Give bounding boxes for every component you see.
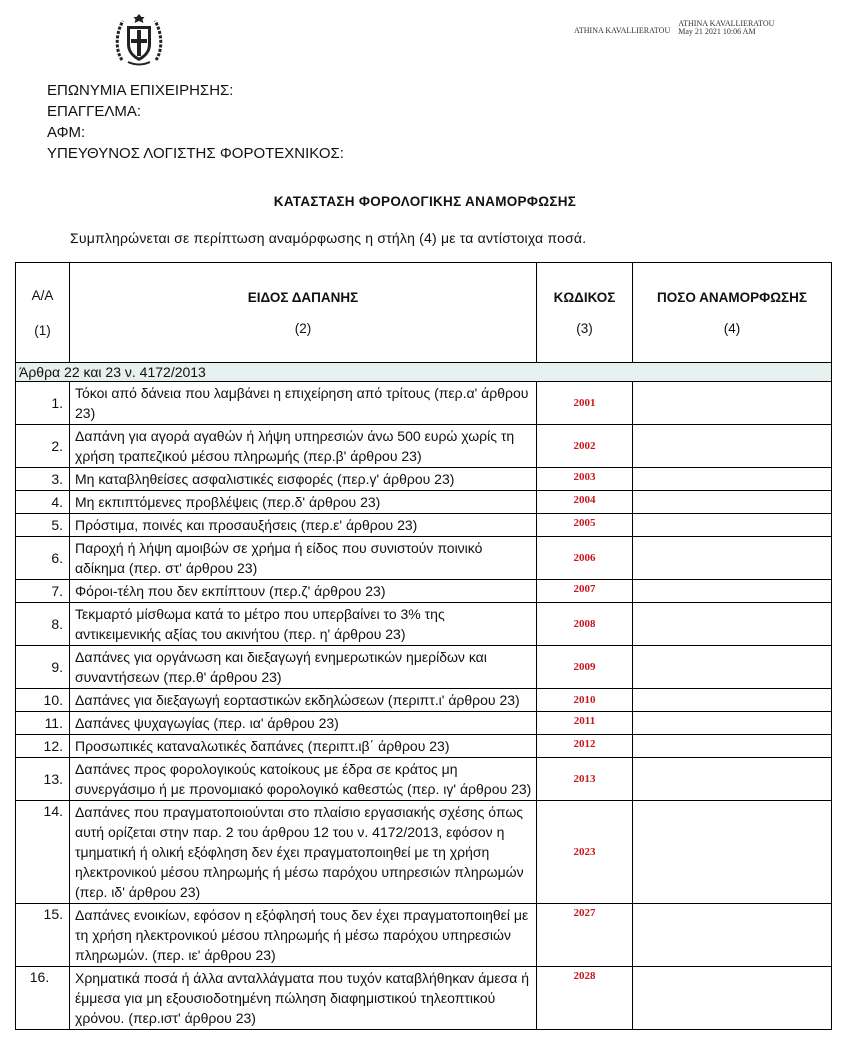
row-code: 2007 (537, 580, 633, 603)
row-amount-field[interactable] (633, 735, 832, 758)
row-description: Δαπάνες για διεξαγωγή εορταστικών εκδηλώσεων (περιπτ.ι' άρθρου 23) (70, 689, 537, 712)
header-amount (633, 263, 832, 363)
header-expense-type-label: ΕΙΔΟΣ ΔΑΠΑΝΗΣ (247, 289, 359, 305)
header-row (16, 263, 832, 363)
table-row (16, 904, 832, 967)
row-code: 2010 (537, 689, 633, 712)
row-description: Δαπάνες ψυχαγωγίας (περ. ια' άρθρου 23) (70, 712, 537, 735)
row-amount-field[interactable] (633, 580, 832, 603)
row-code: 2003 (537, 468, 633, 491)
header-expense-type (70, 263, 537, 363)
row-index: 10. (16, 689, 70, 712)
table-row (16, 967, 832, 1030)
row-code: 2028 (537, 967, 633, 1030)
table-row (16, 537, 832, 580)
adjustment-table (15, 262, 832, 1030)
row-code: 2005 (537, 514, 633, 537)
row-description: Δαπάνες για οργάνωση και διεξαγωγή ενημερωτικών ημερίδων και συναντήσεων (περ.θ' άρθρου 23) (70, 646, 537, 689)
header-aa (16, 263, 70, 363)
greek-emblem-icon (114, 10, 164, 68)
table-row (16, 580, 832, 603)
header-code-label: ΚΩΔΙΚΟΣ (553, 289, 616, 305)
row-description: Τεκμαρτό μίσθωμα κατά το μέτρο που υπερβαίνει το 3% της αντικειμενικής αξίας του ακινήτου (περ. η' άρθρου 23) (70, 603, 537, 646)
row-description: Δαπάνες προς φορολογικούς κατοίκους με έδρα σε κράτος μη συνεργάσιμο ή με προνομιακό φορολογικό καθεστώς (περ. ιγ' άρθρου 23) (70, 758, 537, 801)
table-row (16, 801, 832, 904)
row-index: 12. (16, 735, 70, 758)
profession-label: ΕΠΑΓΓΕΛΜΑ: (47, 103, 142, 120)
row-code: 2011 (537, 712, 633, 735)
company-name-label: ΕΠΩΝΥΜΙΑ ΕΠΙΧΕΙΡΗΣΗΣ: (47, 82, 234, 99)
header-aa-num: (1) (34, 322, 51, 338)
table-row (16, 758, 832, 801)
header-code (537, 263, 633, 363)
section-row (16, 363, 832, 382)
table-row (16, 689, 832, 712)
row-description: Δαπάνη για αγορά αγαθών ή λήψη υπηρεσιών άνω 500 ευρώ χωρίς τη χρήση τραπεζικού μέσου πληρωμής (περ.β' άρθρου 23) (70, 425, 537, 468)
signature-stamp-date: May 21 2021 10:06 AM (678, 27, 756, 36)
signature-stamp (678, 20, 774, 36)
row-amount-field[interactable] (633, 967, 832, 1030)
header-aa-label: Α/Α (31, 287, 54, 303)
row-description: Προσωπικές καταναλωτικές δαπάνες (περιπτ.ιβ΄ άρθρου 23) (70, 735, 537, 758)
row-amount-field[interactable] (633, 801, 832, 904)
header-amount-num: (4) (723, 320, 741, 336)
header-code-num: (3) (576, 320, 593, 336)
row-index: 14. (16, 801, 70, 904)
instruction-note: Συμπληρώνεται σε περίπτωση αναμόρφωσης η στήλη (4) με τα αντίστοιχα ποσά. (70, 230, 587, 246)
row-description: Χρηματικά ποσά ή άλλα ανταλλάγματα που τυχόν καταβλήθηκαν άμεσα ή έμμεσα για μη εξουσιοδοτημένη πώληση διαφημιστικού τηλεοπτικού χρόνου. (περ.ιστ' άρθρου 23) (70, 967, 537, 1030)
row-index: 6. (16, 537, 70, 580)
row-amount-field[interactable] (633, 603, 832, 646)
row-description: Τόκοι από δάνεια που λαμβάνει η επιχείρηση από τρίτους (περ.α' άρθρου 23) (70, 382, 537, 425)
row-amount-field[interactable] (633, 646, 832, 689)
row-description: Φόροι-τέλη που δεν εκπίπτουν (περ.ζ' άρθρου 23) (70, 580, 537, 603)
row-code: 2002 (537, 425, 633, 468)
table-row (16, 514, 832, 537)
signature-stamp-name: ATHINA KAVALLIERATOU (678, 19, 775, 28)
row-amount-field[interactable] (633, 491, 832, 514)
row-amount-field[interactable] (633, 689, 832, 712)
table-row (16, 603, 832, 646)
accountant-label: ΥΠΕΥΘΥΝΟΣ ΛΟΓΙΣΤΗΣ ΦΟΡΟΤΕΧΝΙΚΟΣ: (47, 145, 344, 162)
table-row (16, 491, 832, 514)
row-amount-field[interactable] (633, 537, 832, 580)
row-code: 2012 (537, 735, 633, 758)
row-code: 2023 (537, 801, 633, 904)
row-description: Δαπάνες ενοικίων, εφόσον η εξόφλησή τους δεν έχει πραγματοποιηθεί με τη χρήση ηλεκτρονικού μέσου πληρωμής ή μέσω παρόχου υπηρεσιών πληρωμών. (περ. ιε' άρθρου 23) (70, 904, 537, 967)
row-index: 1. (16, 382, 70, 425)
row-amount-field[interactable] (633, 514, 832, 537)
row-code: 2008 (537, 603, 633, 646)
row-index: 5. (16, 514, 70, 537)
row-description: Παροχή ή λήψη αμοιβών σε χρήμα ή είδος που συνιστούν ποινικό αδίκημα (περ. στ' άρθρου 23) (70, 537, 537, 580)
row-amount-field[interactable] (633, 382, 832, 425)
row-index: 8. (16, 603, 70, 646)
row-description: Μη εκπιπτόμενες προβλέψεις (περ.δ' άρθρου 23) (70, 491, 537, 514)
row-code: 2013 (537, 758, 633, 801)
row-description: Μη καταβληθείσες ασφαλιστικές εισφορές (περ.γ' άρθρου 23) (70, 468, 537, 491)
row-index: 4. (16, 491, 70, 514)
table-row (16, 425, 832, 468)
row-code: 2001 (537, 382, 633, 425)
table-row (16, 382, 832, 425)
row-index: 2. (16, 425, 70, 468)
document-title: ΚΑΤΑΣΤΑΣΗ ΦΟΡΟΛΟΓΙΚΗΣ ΑΝΑΜΟΡΦΩΣΗΣ (273, 194, 577, 209)
table-row (16, 468, 832, 491)
row-index: 15. (16, 904, 70, 967)
table-row (16, 712, 832, 735)
row-code: 2009 (537, 646, 633, 689)
row-amount-field[interactable] (633, 712, 832, 735)
row-amount-field[interactable] (633, 904, 832, 967)
table-row (16, 735, 832, 758)
row-description: Πρόστιμα, ποινές και προσαυξήσεις (περ.ε' άρθρου 23) (70, 514, 537, 537)
row-code: 2027 (537, 904, 633, 967)
row-index: 9. (16, 646, 70, 689)
vat-number-label: ΑΦΜ: (47, 124, 86, 141)
row-index: 13. (16, 758, 70, 801)
row-description: Δαπάνες που πραγματοποιούνται στο πλαίσιο εργασιακής σχέσης όπως αυτή ορίζεται στην παρ. 2 του άρθρου 12 του ν. 4172/2013, εφόσον η τμηματική ή ολική εξόφληση δεν έχει πραγματοποιηθεί με τη χρήση ηλεκτρονικού μέσου πληρωμής ή μέσω παρόχου υπηρεσιών πληρωμών (περ. ιδ' άρθρου 23) (70, 801, 537, 904)
row-index: 11. (16, 712, 70, 735)
header-expense-type-num: (2) (294, 320, 312, 336)
signature-name: ATHINA KAVALLIERATOU (574, 26, 671, 35)
row-amount-field[interactable] (633, 758, 832, 801)
row-code: 2004 (537, 491, 633, 514)
row-index: 16. (16, 967, 70, 1030)
section-label: Άρθρα 22 και 23 ν. 4172/2013 (16, 363, 832, 382)
row-index: 7. (16, 580, 70, 603)
row-index: 3. (16, 468, 70, 491)
company-info (47, 80, 344, 164)
digital-signature (574, 19, 775, 42)
row-code: 2006 (537, 537, 633, 580)
table-row (16, 646, 832, 689)
row-amount-field[interactable] (633, 468, 832, 491)
row-amount-field[interactable] (633, 425, 832, 468)
header-amount-label: ΠΟΣΟ ΑΝΑΜΟΡΦΩΣΗΣ (657, 289, 807, 305)
